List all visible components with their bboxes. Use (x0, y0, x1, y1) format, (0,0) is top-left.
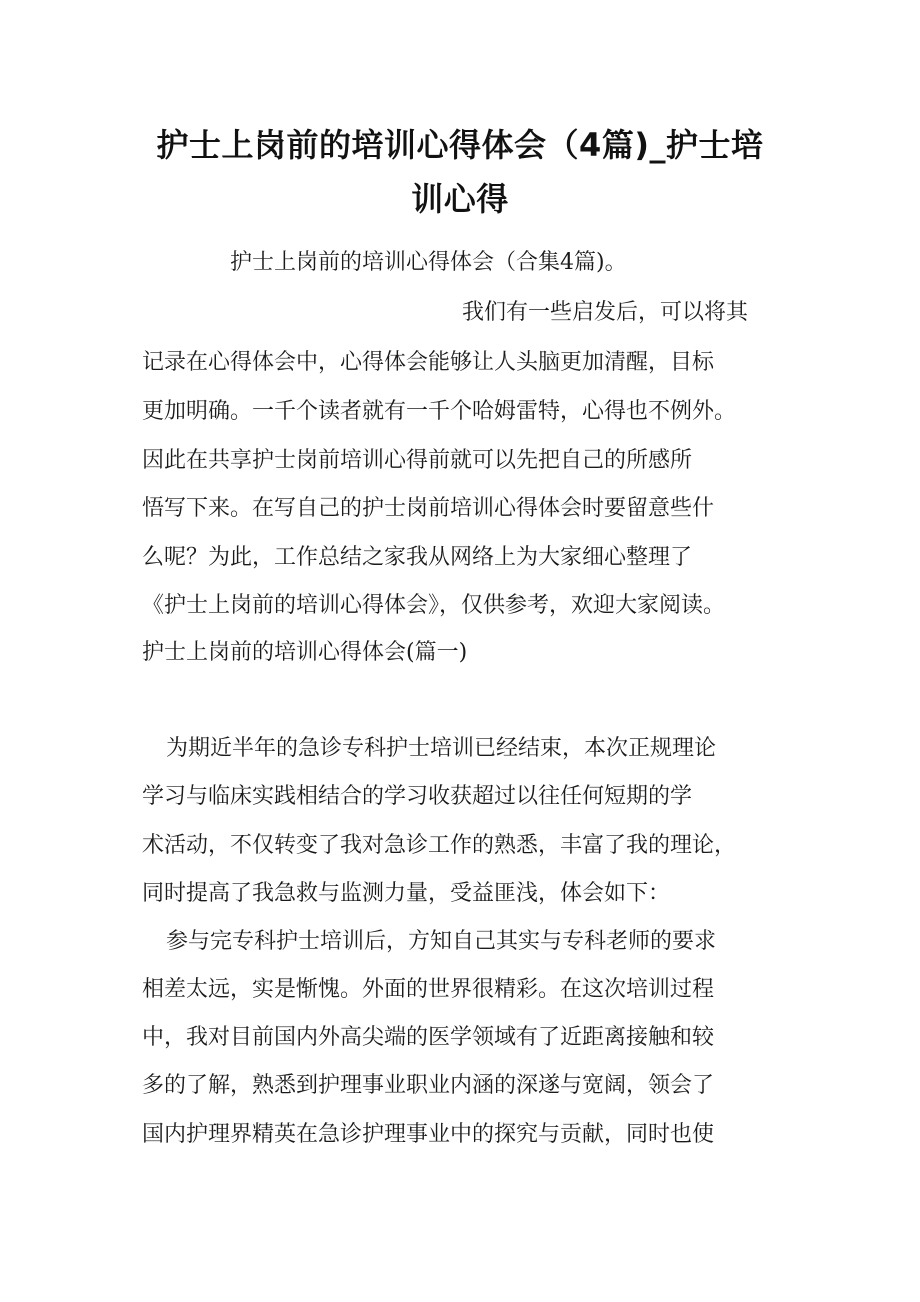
paragraph-line: 为期近半年的急诊专科护士培训已经结束，本次正规理论 (166, 736, 717, 761)
paragraph-line: 记录在心得体会中，心得体会能够让人头脑更加清醒，目标 (142, 350, 715, 375)
paragraph-line: 中，我对目前国内外高尖端的医学领域有了近距离接触和较 (142, 1025, 715, 1050)
paragraph-line: 多的了解，熟悉到护理事业职业内涵的深遂与宽阔，领会了 (142, 1073, 715, 1098)
paragraph-line: 因此在共享护士岗前培训心得前就可以先把自己的所感所 (142, 448, 693, 473)
subtitle-line: 护士上岗前的培训心得体会（合集4篇)。 (230, 250, 627, 275)
paragraph-line: 国内护理界精英在急诊护理事业中的探究与贡献，同时也使 (142, 1122, 715, 1147)
paragraph-line: 我们有一些启发后，可以将其 (462, 300, 749, 325)
paragraph-line: 悟写下来。在写自己的护士岗前培训心得体会时要留意些什 (142, 496, 715, 521)
paragraph-line: 《护士上岗前的培训心得体会》，仅供参考，欢迎大家阅读。 (142, 593, 726, 618)
document-title-line-1: 护士上岗前的培训心得体会（4篇)_护士培 (156, 126, 764, 164)
section-heading: 护士上岗前的培训心得体会(篇一) (142, 640, 468, 665)
paragraph-line: 更加明确。一千个读者就有一千个哈姆雷特，心得也不例外。 (142, 399, 737, 424)
paragraph-line: 么呢？为此，工作总结之家我从网络上为大家细心整理了 (142, 545, 693, 570)
paragraph-line: 术活动，不仅转变了我对急诊工作的熟悉，丰富了我的理论， (142, 833, 737, 858)
paragraph-line: 同时提高了我急救与监测力量，受益匪浅，体会如下： (142, 881, 671, 906)
paragraph-line: 参与完专科护士培训后，方知自己其实与专科老师的要求 (166, 929, 717, 954)
document-title-line-2: 训心得 (411, 180, 509, 218)
paragraph-line: 学习与临床实践相结合的学习收获超过以往任何短期的学 (142, 784, 693, 809)
paragraph-line: 相差太远，实是惭愧。外面的世界很精彩。在这次培训过程 (142, 977, 715, 1002)
